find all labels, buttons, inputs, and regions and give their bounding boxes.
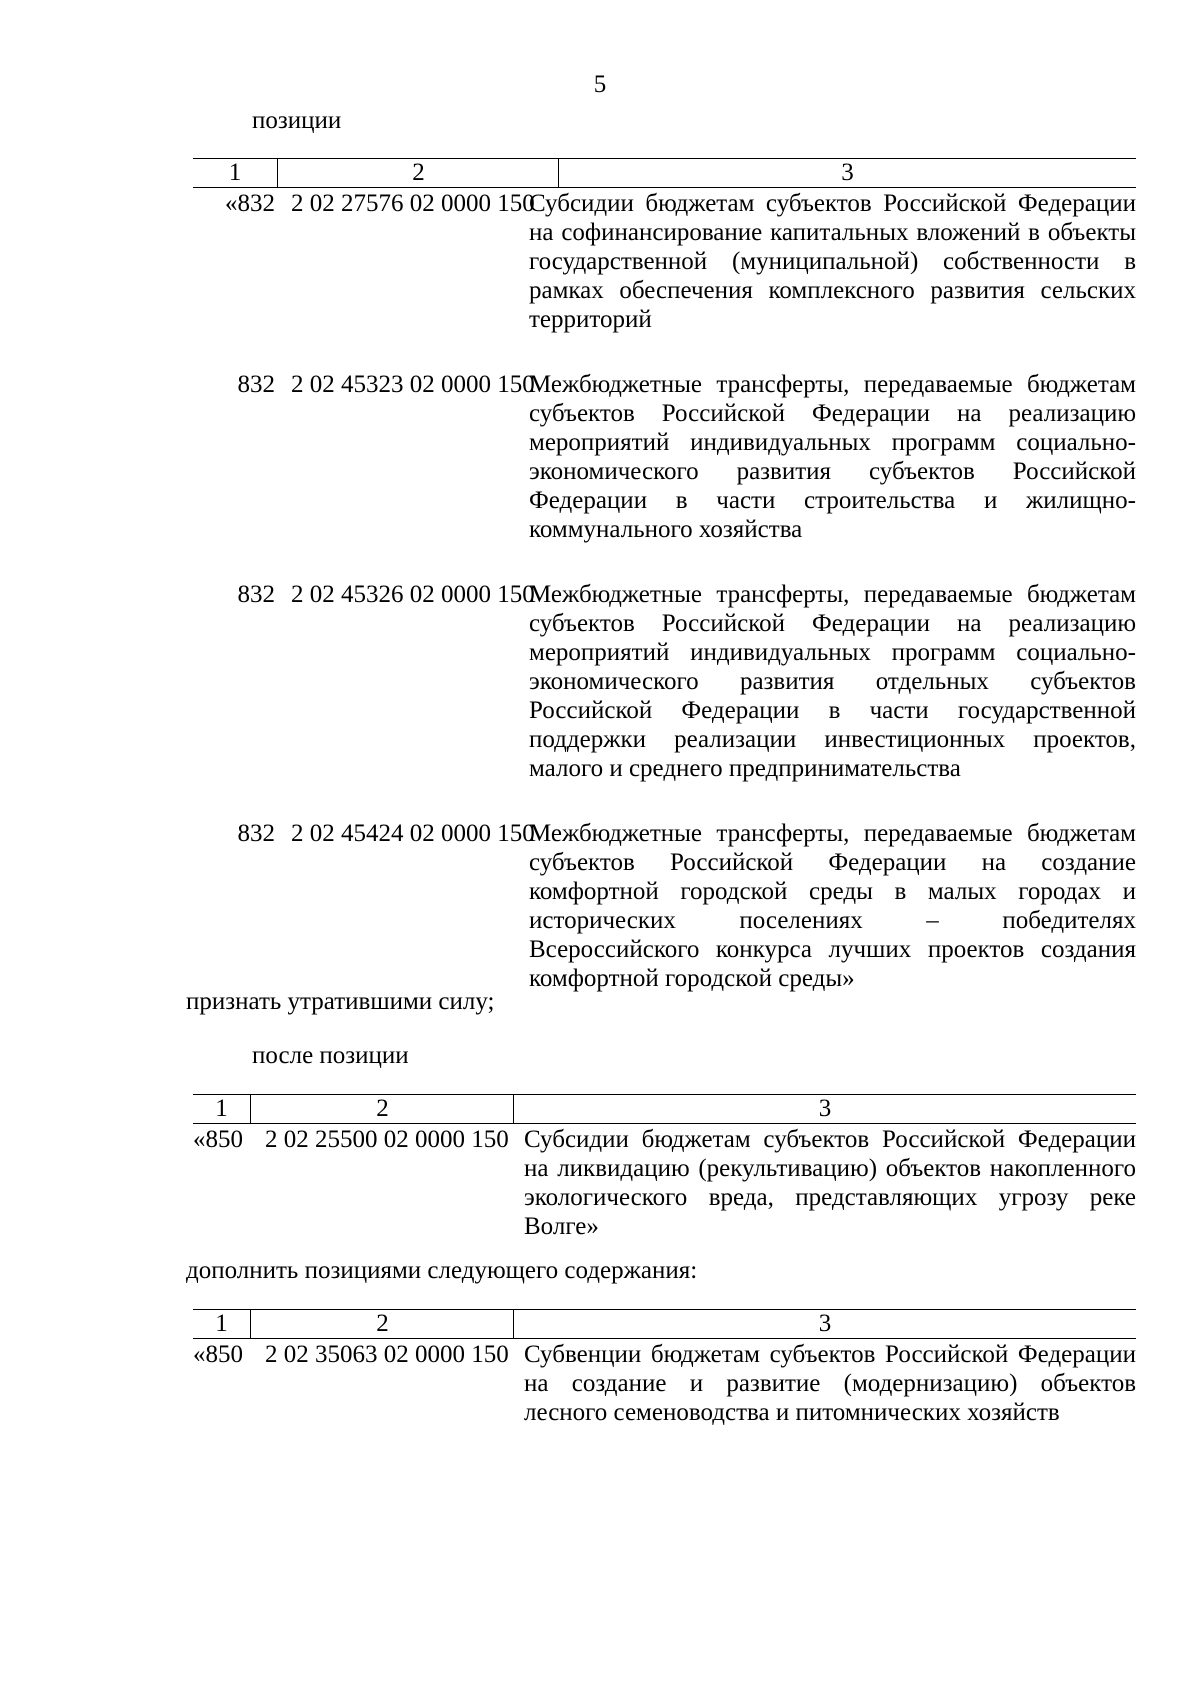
row-code-1: 832 xyxy=(237,371,275,398)
row-code-1: 832 xyxy=(237,820,275,847)
supplement-text: дополнить позициями следующего содержания: xyxy=(186,1257,698,1284)
row-code-2: 2 02 35063 02 0000 150 xyxy=(265,1341,509,1368)
header-col-3: 3 xyxy=(558,159,1136,187)
header-col-2: 2 xyxy=(277,159,559,187)
table-2 xyxy=(193,1094,1136,1241)
header-col-1: 1 xyxy=(228,159,242,186)
row-code-2: 2 02 25500 02 0000 150 xyxy=(265,1126,509,1153)
table-row xyxy=(193,189,1136,334)
row-code-2: 2 02 45424 02 0000 150 xyxy=(291,820,535,847)
table-row xyxy=(193,580,1136,783)
table-row xyxy=(193,819,1136,993)
table-row xyxy=(193,1340,1136,1427)
row-description: Субсидии бюджетам субъектов Российской Федерации на софинансирование капитальных вложений в объекты государственной (муниципальной) собственности в рамках обеспечения комплексного развития сельских территорий xyxy=(529,190,1136,333)
intro-after-position: после позиции xyxy=(252,1042,409,1069)
row-code-1: 832 xyxy=(237,581,275,608)
row-code-1: «850 xyxy=(193,1126,243,1153)
table-3 xyxy=(193,1309,1136,1427)
row-description: Межбюджетные трансферты, передаваемые бюджетам субъектов Российской Федерации на создание комфортной городской среды в малых городах и исторических поселениях – победителях Всероссийского конкурса лучших проектов создания комфортной городской среды» xyxy=(529,820,1136,992)
table-3-header xyxy=(193,1309,1136,1339)
table-row xyxy=(193,370,1136,544)
header-col-1: 1 xyxy=(215,1095,228,1122)
row-description: Субсидии бюджетам субъектов Российской Федерации на ликвидацию (рекультивацию) объектов накопленного экологического вреда, представляющих угрозу реке Волге» xyxy=(524,1126,1136,1240)
row-code-2: 2 02 45326 02 0000 150 xyxy=(291,581,535,608)
page-number: 5 xyxy=(593,71,607,98)
table-2-header xyxy=(193,1094,1136,1124)
header-col-3: 3 xyxy=(513,1095,1136,1123)
header-col-2: 2 xyxy=(250,1095,514,1123)
invalidate-text: признать утратившими силу; xyxy=(186,988,495,1015)
row-code-1: «832 xyxy=(225,190,275,217)
header-col-3: 3 xyxy=(513,1310,1136,1338)
row-code-1: «850 xyxy=(193,1341,243,1368)
intro-positions: позиции xyxy=(252,107,342,134)
row-code-2: 2 02 27576 02 0000 150 xyxy=(291,190,535,217)
table-row xyxy=(193,1125,1136,1241)
row-description: Межбюджетные трансферты, передаваемые бюджетам субъектов Российской Федерации на реализацию мероприятий индивидуальных программ социально-экономического развития субъектов Российской Федерации в части строительства и жилищно-коммунального хозяйства xyxy=(529,371,1136,543)
row-description: Субвенции бюджетам субъектов Российской Федерации на создание и развитие (модернизацию) объектов лесного семеноводства и питомнических хозяйств xyxy=(524,1341,1136,1426)
row-code-2: 2 02 45323 02 0000 150 xyxy=(291,371,535,398)
table-1-header xyxy=(193,158,1136,188)
row-description: Межбюджетные трансферты, передаваемые бюджетам субъектов Российской Федерации на реализацию мероприятий индивидуальных программ социально-экономического развития отдельных субъектов Российской Федерации в части государственной поддержки реализации инвестиционных проектов, малого и среднего предпринимательства xyxy=(529,581,1136,782)
header-col-1: 1 xyxy=(215,1310,228,1337)
header-col-2: 2 xyxy=(250,1310,514,1338)
table-1 xyxy=(193,158,1136,993)
